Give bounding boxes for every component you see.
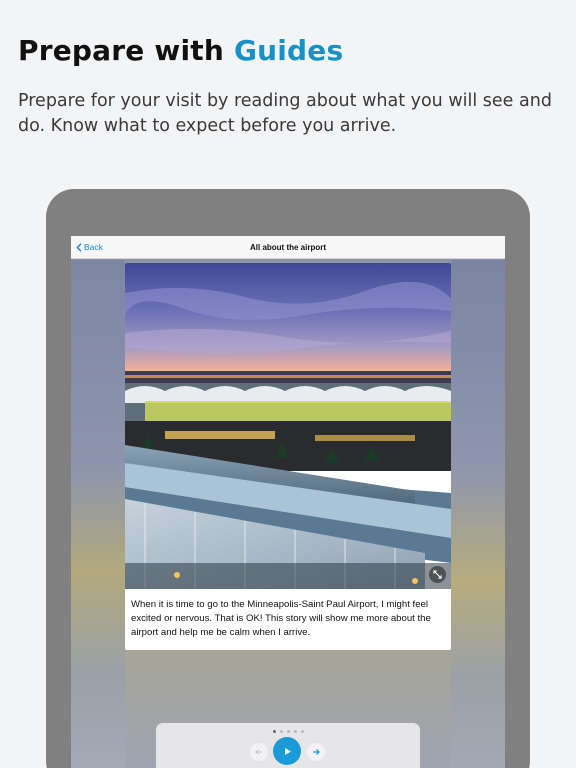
page-subtitle: Prepare for your visit by reading about what you will see and do. Know what to expect before you arrive.: [18, 91, 552, 136]
app-screen: [71, 236, 505, 768]
previous-button[interactable]: [250, 743, 268, 761]
navigation-bar: [71, 236, 505, 259]
background-blur-right: [451, 260, 505, 768]
airport-photo: [125, 263, 451, 589]
story-card: [125, 263, 451, 650]
back-label: Back: [84, 242, 103, 252]
nav-title: All about the airport: [250, 243, 326, 252]
headline-prefix: Prepare with: [18, 34, 234, 67]
story-caption: When it is time to go to the Minneapolis-Saint Paul Airport, I might feel excited or nervous. That is OK! This story will show me more about the airport and help me be calm when I arrive.: [131, 599, 431, 638]
headline-accent: Guides: [233, 34, 344, 67]
next-button[interactable]: [307, 743, 325, 761]
expand-icon: [433, 570, 442, 579]
page-headline: [18, 34, 343, 67]
page-dot[interactable]: [287, 730, 290, 733]
page-dot[interactable]: [294, 730, 297, 733]
play-button[interactable]: [273, 737, 301, 765]
page-dot[interactable]: [273, 730, 276, 733]
background-blur-left: [71, 260, 125, 768]
arrow-left-icon: [255, 748, 263, 756]
page-dot[interactable]: [280, 730, 283, 733]
expand-button[interactable]: [429, 566, 446, 583]
page-indicator: [156, 730, 420, 733]
play-icon: [283, 747, 292, 756]
arrow-right-icon: [312, 748, 320, 756]
playback-controls: [156, 723, 420, 768]
page-dot[interactable]: [301, 730, 304, 733]
